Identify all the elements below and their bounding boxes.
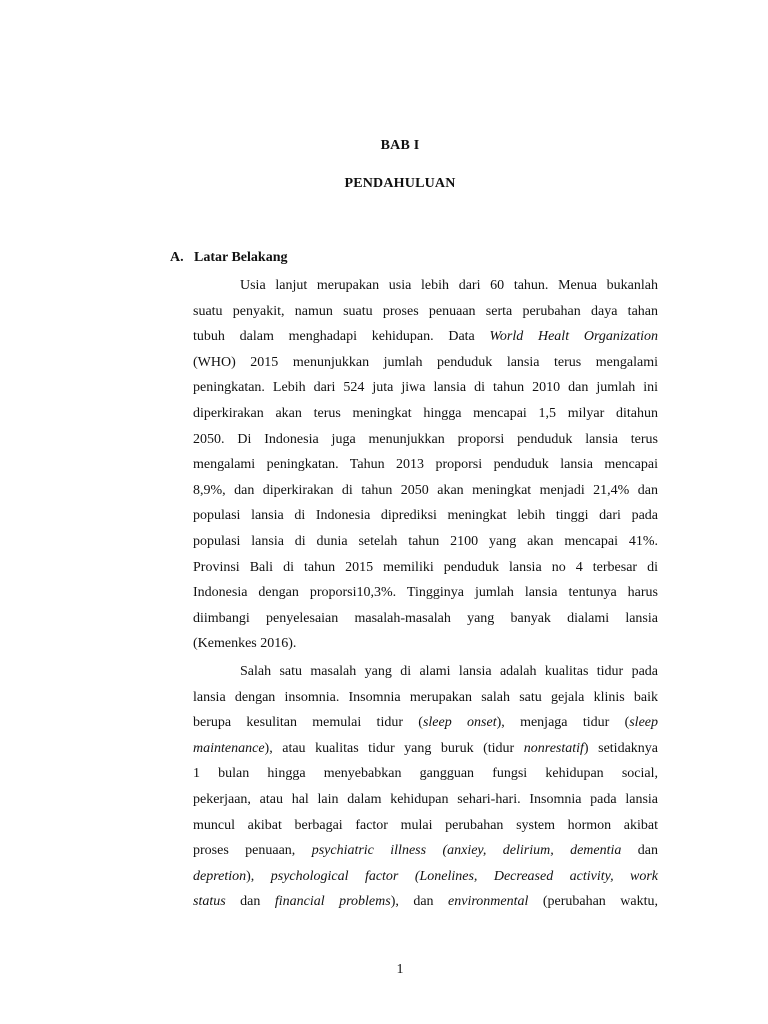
paragraph-line: 2050. Di Indonesia juga menunjukkan proporsi penduduk lansia terus <box>193 431 658 447</box>
paragraph-line: populasi lansia di Indonesia diprediksi meningkat lebih tinggi dari pada <box>193 508 658 524</box>
text-run: dan <box>225 894 275 910</box>
paragraph-line: (Kemenkes 2016). <box>193 636 297 652</box>
section-number: A. <box>170 250 184 265</box>
paragraph-line <box>193 889 658 915</box>
paragraph-line: (WHO) 2015 menunjukkan jumlah penduduk lansia terus mengalami <box>193 354 658 370</box>
paragraph-line: lansia dengan insomnia. Insomnia merupakan salah satu gejala klinis baik <box>193 689 658 705</box>
italic-term: sleep onset <box>422 715 497 731</box>
page-number: 1 <box>396 962 404 977</box>
paragraph-line <box>193 864 658 890</box>
paragraph-line <box>193 736 658 762</box>
paragraph-line: Usia lanjut merupakan usia lebih dari 60 tahun. Menua bukanlah <box>240 278 658 293</box>
italic-term: environmental <box>448 894 529 910</box>
paragraph-line: Provinsi Bali di tahun 2015 memiliki penduduk lansia no 4 terbesar di <box>193 559 658 575</box>
text-run: ), <box>246 868 271 884</box>
text-run: berupa kesulitan memulai tidur ( <box>193 715 423 731</box>
section-title: Latar Belakang <box>194 250 288 265</box>
paragraph-line: peningkatan. Lebih dari 524 juta jiwa lansia di tahun 2010 dan jumlah ini <box>193 380 658 396</box>
italic-term: maintenance <box>193 740 265 756</box>
paragraph-line: diperkirakan akan terus meningkat hingga mencapai 1,5 milyar ditahun <box>193 405 658 421</box>
text-run: tubuh dalam menghadapi kehidupan. Data <box>193 329 490 345</box>
paragraph-line: mengalami peningkatan. Tahun 2013 proporsi penduduk lansia mencapai <box>193 457 658 473</box>
chapter-title: PENDAHULUAN <box>344 176 456 191</box>
italic-term: financial problems <box>274 894 391 910</box>
italic-term: psychiatric illness (anxiey, delirium, dementia <box>311 843 622 859</box>
paragraph-line: diimbangi penyelesaian masalah-masalah yang banyak dialami lansia <box>193 610 658 626</box>
italic-term: nonrestatif <box>523 740 584 756</box>
paragraph-line: populasi lansia di dunia setelah tahun 2100 yang akan mencapai 41%. <box>193 533 658 549</box>
paragraph-line: 8,9%, dan diperkirakan di tahun 2050 akan meningkat menjadi 21,4% dan <box>193 482 658 498</box>
paragraph-line <box>193 838 658 864</box>
italic-term: psychological factor (Lonelines, Decreased activity, work <box>270 868 658 884</box>
italic-term: depretion <box>193 868 247 884</box>
paragraph-2 <box>193 659 658 915</box>
italic-term: status <box>193 894 226 910</box>
paragraph-line: Salah satu masalah yang di alami lansia adalah kualitas tidur pada <box>240 664 658 679</box>
text-run: dan <box>621 843 658 859</box>
text-run: ) setidaknya <box>583 740 658 756</box>
paragraph-line <box>193 324 658 350</box>
paragraph-line: pekerjaan, atau hal lain dalam kehidupan sehari-hari. Insomnia pada lansia <box>193 791 658 807</box>
paragraph-line <box>193 710 658 736</box>
italic-term: World Healt Organization <box>489 329 658 345</box>
chapter-label: BAB I <box>380 138 420 153</box>
text-run: ), menjaga tidur ( <box>496 715 630 731</box>
paragraph-line: suatu penyakit, namun suatu proses penuaan serta perubahan daya tahan <box>193 303 658 319</box>
paragraph-line: muncul akibat berbagai factor mulai perubahan system hormon akibat <box>193 817 658 833</box>
text-run: (perubahan waktu, <box>528 894 658 910</box>
paragraph-line: Indonesia dengan proporsi10,3%. Tingginya jumlah lansia tentunya harus <box>193 585 658 601</box>
text-run: ), dan <box>390 894 449 910</box>
section-heading <box>170 250 287 266</box>
italic-term: sleep <box>629 715 658 731</box>
text-run: proses penuaan, <box>193 843 312 859</box>
text-run: ), atau kualitas tidur yang buruk (tidur <box>264 740 524 756</box>
paragraph-line: 1 bulan hingga menyebabkan gangguan fungsi kehidupan social, <box>193 766 658 782</box>
paragraph-1 <box>193 273 658 657</box>
